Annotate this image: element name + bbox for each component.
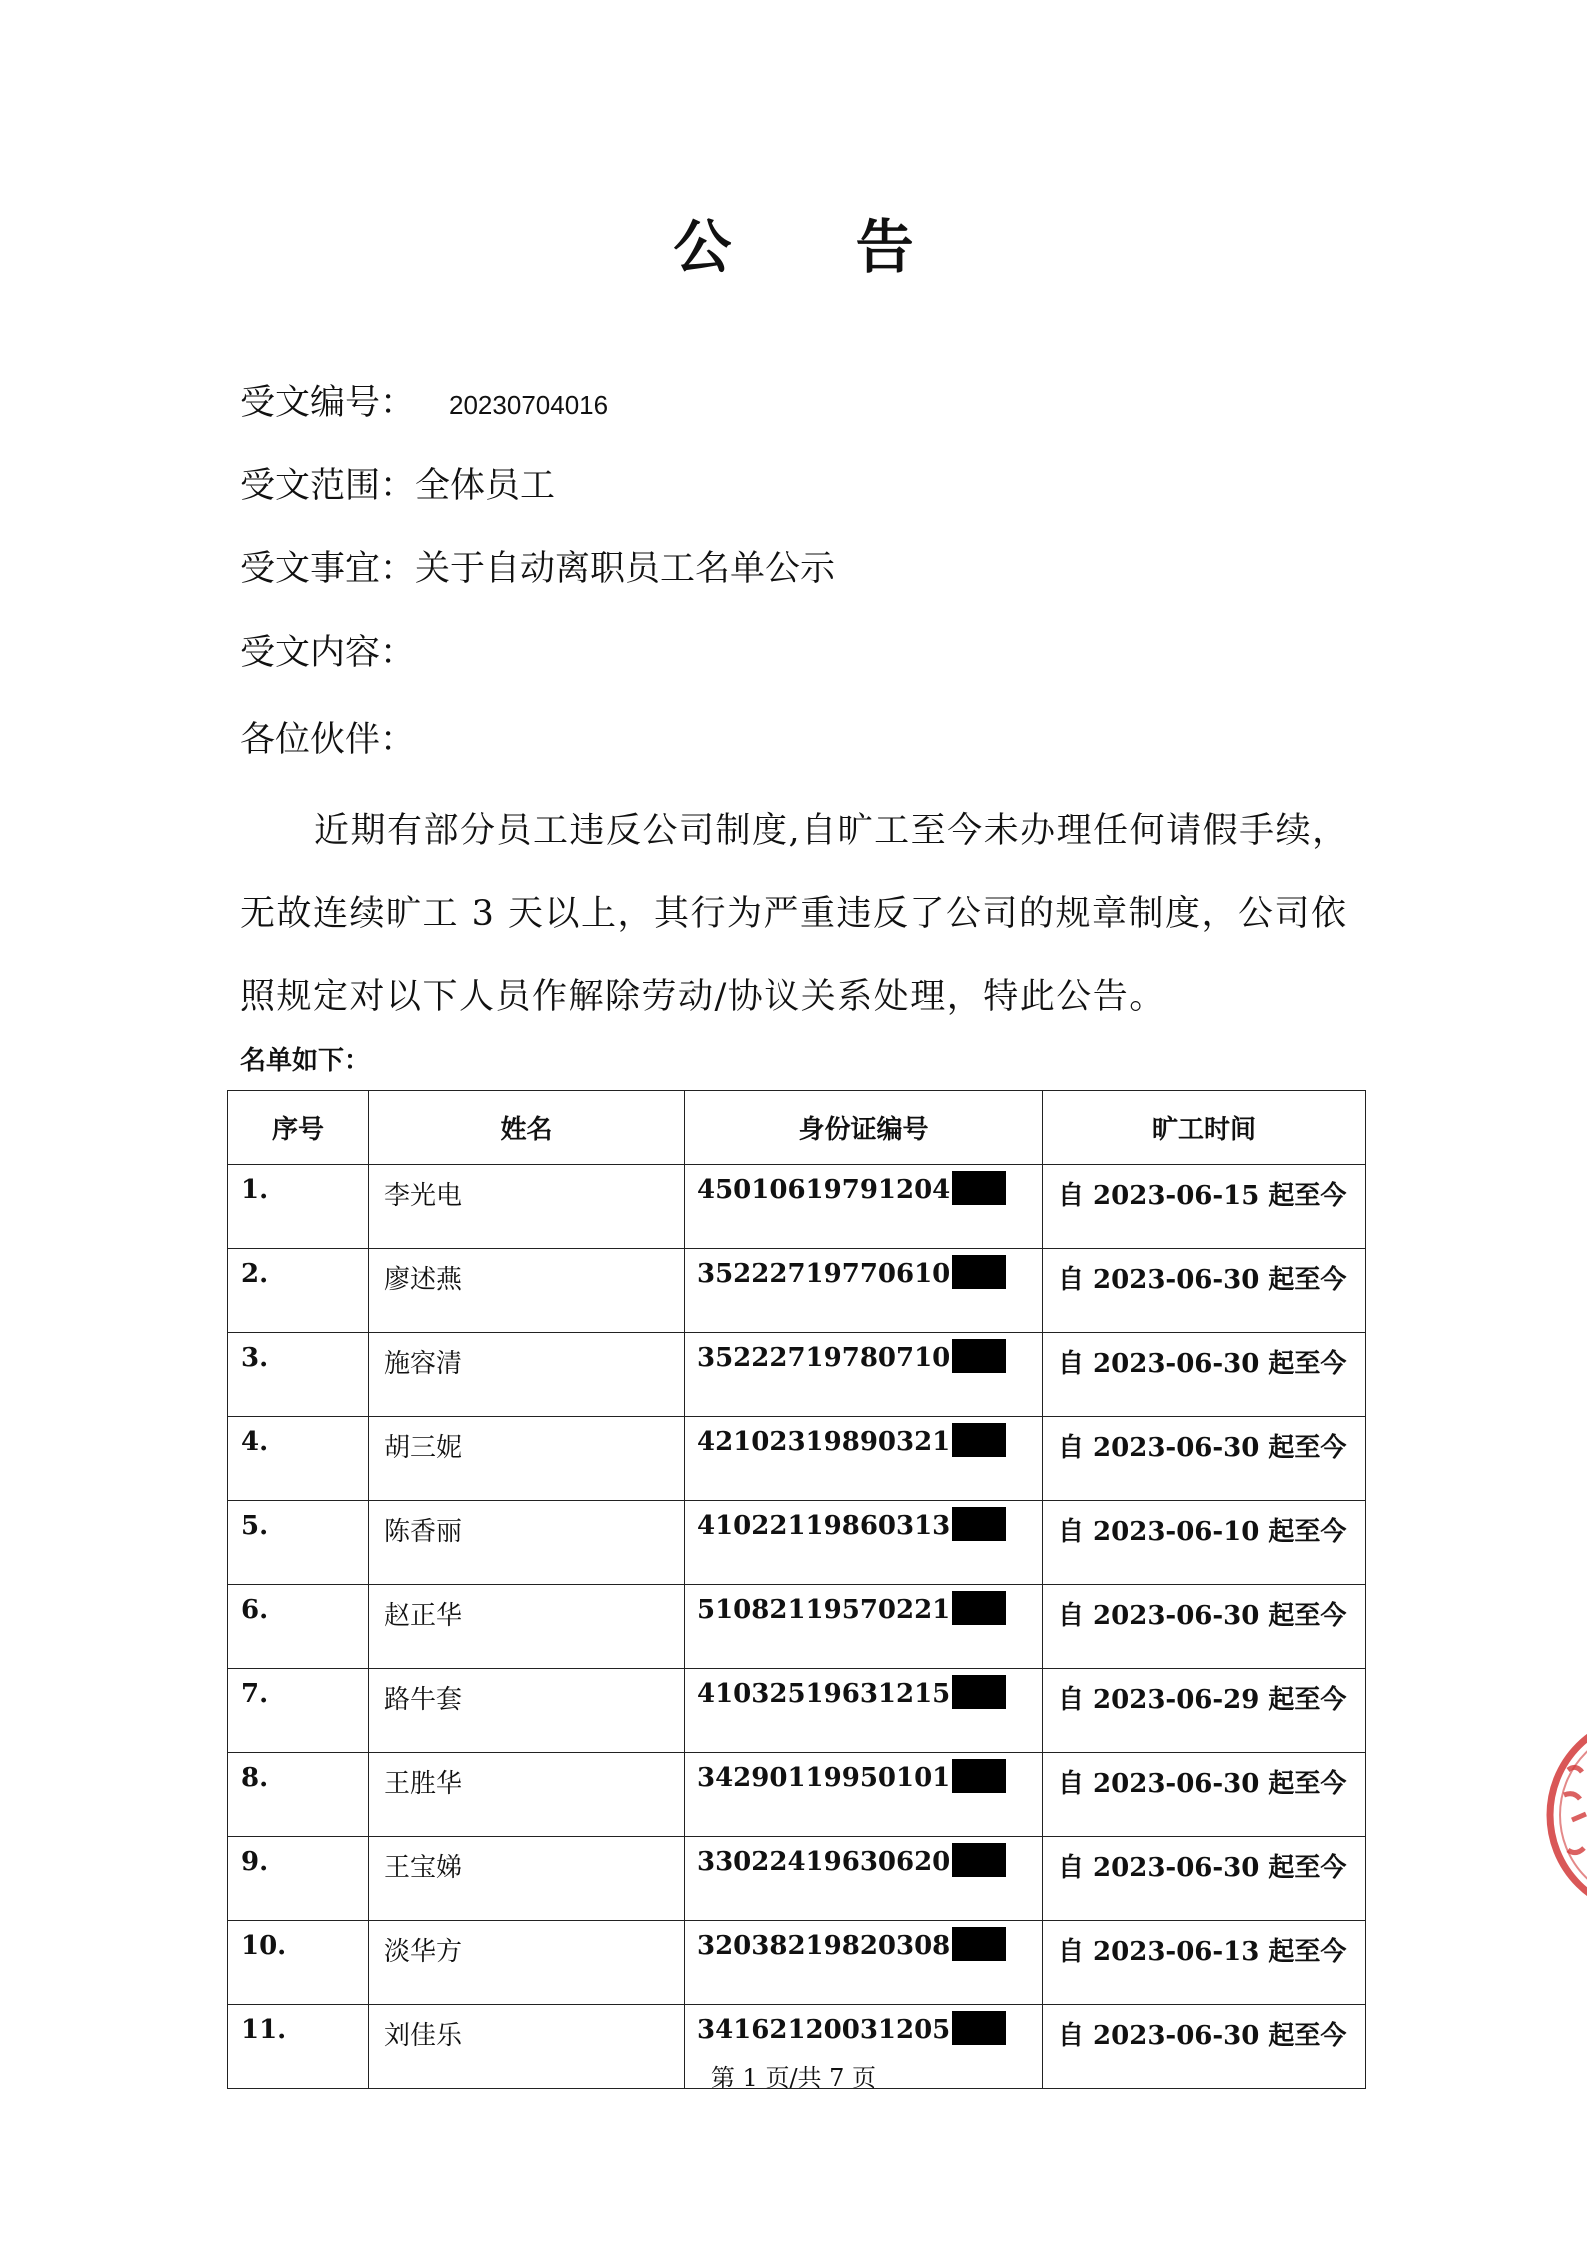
notice-body: 近期有部分员工违反公司制度,自旷工至今未办理任何请假手续，无故连续旷工 3 天以上，其行为严重违反了公司的规章制度，公司依照规定对以下人员作解除劳动/协议关系处理，特此公告。 (240, 811, 1349, 1017)
row-name: 李光电 (369, 1165, 685, 1249)
row-id (685, 1165, 1043, 1249)
content-label: 受文内容： (240, 633, 416, 673)
doc-number-row (240, 375, 608, 425)
redaction-box (952, 1675, 1006, 1709)
row-name: 廖述燕 (369, 1249, 685, 1333)
table-row (228, 1501, 1366, 1585)
row-time: 自 2023-06-10 起至今 (1043, 1501, 1366, 1585)
dismissal-table (227, 1090, 1366, 2089)
redaction-box (952, 1591, 1006, 1625)
matter-row (240, 541, 835, 591)
row-no: 3. (228, 1333, 369, 1417)
matter-label: 受文事宜： (240, 549, 416, 589)
row-id (685, 1921, 1043, 2005)
table-row (228, 1417, 1366, 1501)
scope-value: 全体员工 (415, 466, 556, 506)
row-name: 王宝娣 (369, 1837, 685, 1921)
row-id-text: 34290119950101 (697, 1763, 951, 1793)
table-row (228, 1921, 1366, 2005)
table-row (228, 1585, 1366, 1669)
redaction-box (952, 2011, 1006, 2045)
doc-number-label: 受文编号： (240, 383, 416, 423)
row-no: 2. (228, 1249, 369, 1333)
header-no: 序号 (228, 1091, 369, 1165)
row-id-text: 42102319890321 (697, 1427, 951, 1457)
header-id: 身份证编号 (685, 1091, 1043, 1165)
list-title: 名单如下： (240, 1046, 371, 1076)
redaction-box (952, 1843, 1006, 1877)
row-time: 自 2023-06-15 起至今 (1043, 1165, 1366, 1249)
row-time: 自 2023-06-30 起至今 (1043, 2005, 1366, 2089)
page-title: 公 告 (673, 213, 966, 281)
row-id-text: 32038219820308 (697, 1931, 951, 1961)
scope-row (240, 458, 555, 508)
row-id (685, 1333, 1043, 1417)
table-row (228, 1165, 1366, 1249)
redaction-box (952, 1171, 1006, 1205)
row-name: 淡华方 (369, 1921, 685, 2005)
row-no: 8. (228, 1753, 369, 1837)
row-id (685, 1585, 1043, 1669)
row-time: 自 2023-06-30 起至今 (1043, 1249, 1366, 1333)
row-time: 自 2023-06-30 起至今 (1043, 1585, 1366, 1669)
row-id (685, 1417, 1043, 1501)
row-id (685, 1753, 1043, 1837)
redaction-box (952, 1759, 1006, 1793)
row-id (685, 1837, 1043, 1921)
table-row (228, 1333, 1366, 1417)
row-id-text: 33022419630620 (697, 1847, 951, 1877)
row-id (685, 1249, 1043, 1333)
redaction-box (952, 1255, 1006, 1289)
table-row (228, 1837, 1366, 1921)
row-name: 陈香丽 (369, 1501, 685, 1585)
header-absence-time: 旷工时间 (1043, 1091, 1366, 1165)
row-time: 自 2023-06-30 起至今 (1043, 1333, 1366, 1417)
row-name: 施容清 (369, 1333, 685, 1417)
row-id-text: 35222719780710 (697, 1343, 951, 1373)
row-no: 6. (228, 1585, 369, 1669)
row-id-text: 41032519631215 (697, 1679, 951, 1709)
matter-value: 关于自动离职员工名单公示 (415, 549, 836, 589)
row-time: 自 2023-06-13 起至今 (1043, 1921, 1366, 2005)
row-no: 1. (228, 1165, 369, 1249)
header-name: 姓名 (369, 1091, 685, 1165)
redaction-box (952, 1423, 1006, 1457)
row-time: 自 2023-06-30 起至今 (1043, 1417, 1366, 1501)
row-no: 9. (228, 1837, 369, 1921)
redaction-box (952, 1339, 1006, 1373)
row-name: 胡三妮 (369, 1417, 685, 1501)
row-no: 4. (228, 1417, 369, 1501)
table-row (228, 1753, 1366, 1837)
row-id-text: 41022119860313 (697, 1511, 951, 1541)
row-no: 5. (228, 1501, 369, 1585)
row-id-text: 51082119570221 (697, 1595, 951, 1625)
row-no: 7. (228, 1669, 369, 1753)
row-time: 自 2023-06-30 起至今 (1043, 1837, 1366, 1921)
greeting: 各位伙伴： (240, 720, 416, 760)
page-footer: 第 1 页/共 7 页 (710, 2064, 877, 2092)
row-name: 赵正华 (369, 1585, 685, 1669)
table-header-row (228, 1091, 1366, 1165)
row-name: 路牛套 (369, 1669, 685, 1753)
row-id (685, 1501, 1043, 1585)
doc-number-value: 20230704016 (449, 390, 609, 420)
row-name: 王胜华 (369, 1753, 685, 1837)
redaction-box (952, 1507, 1006, 1541)
table-row (228, 1669, 1366, 1753)
row-id-text: 34162120031205 (697, 2015, 951, 2045)
content-row (240, 625, 415, 675)
row-name: 刘佳乐 (369, 2005, 685, 2089)
row-time: 自 2023-06-30 起至今 (1043, 1753, 1366, 1837)
table-row (228, 1249, 1366, 1333)
row-no: 11. (228, 2005, 369, 2089)
row-id (685, 1669, 1043, 1753)
redaction-box (952, 1927, 1006, 1961)
row-id-text: 35222719770610 (697, 1259, 951, 1289)
scope-label: 受文范围： (240, 466, 416, 506)
row-no: 10. (228, 1921, 369, 2005)
row-id-text: 45010619791204 (697, 1175, 951, 1205)
row-time: 自 2023-06-29 起至今 (1043, 1669, 1366, 1753)
company-seal-stamp (1538, 1700, 1587, 1930)
